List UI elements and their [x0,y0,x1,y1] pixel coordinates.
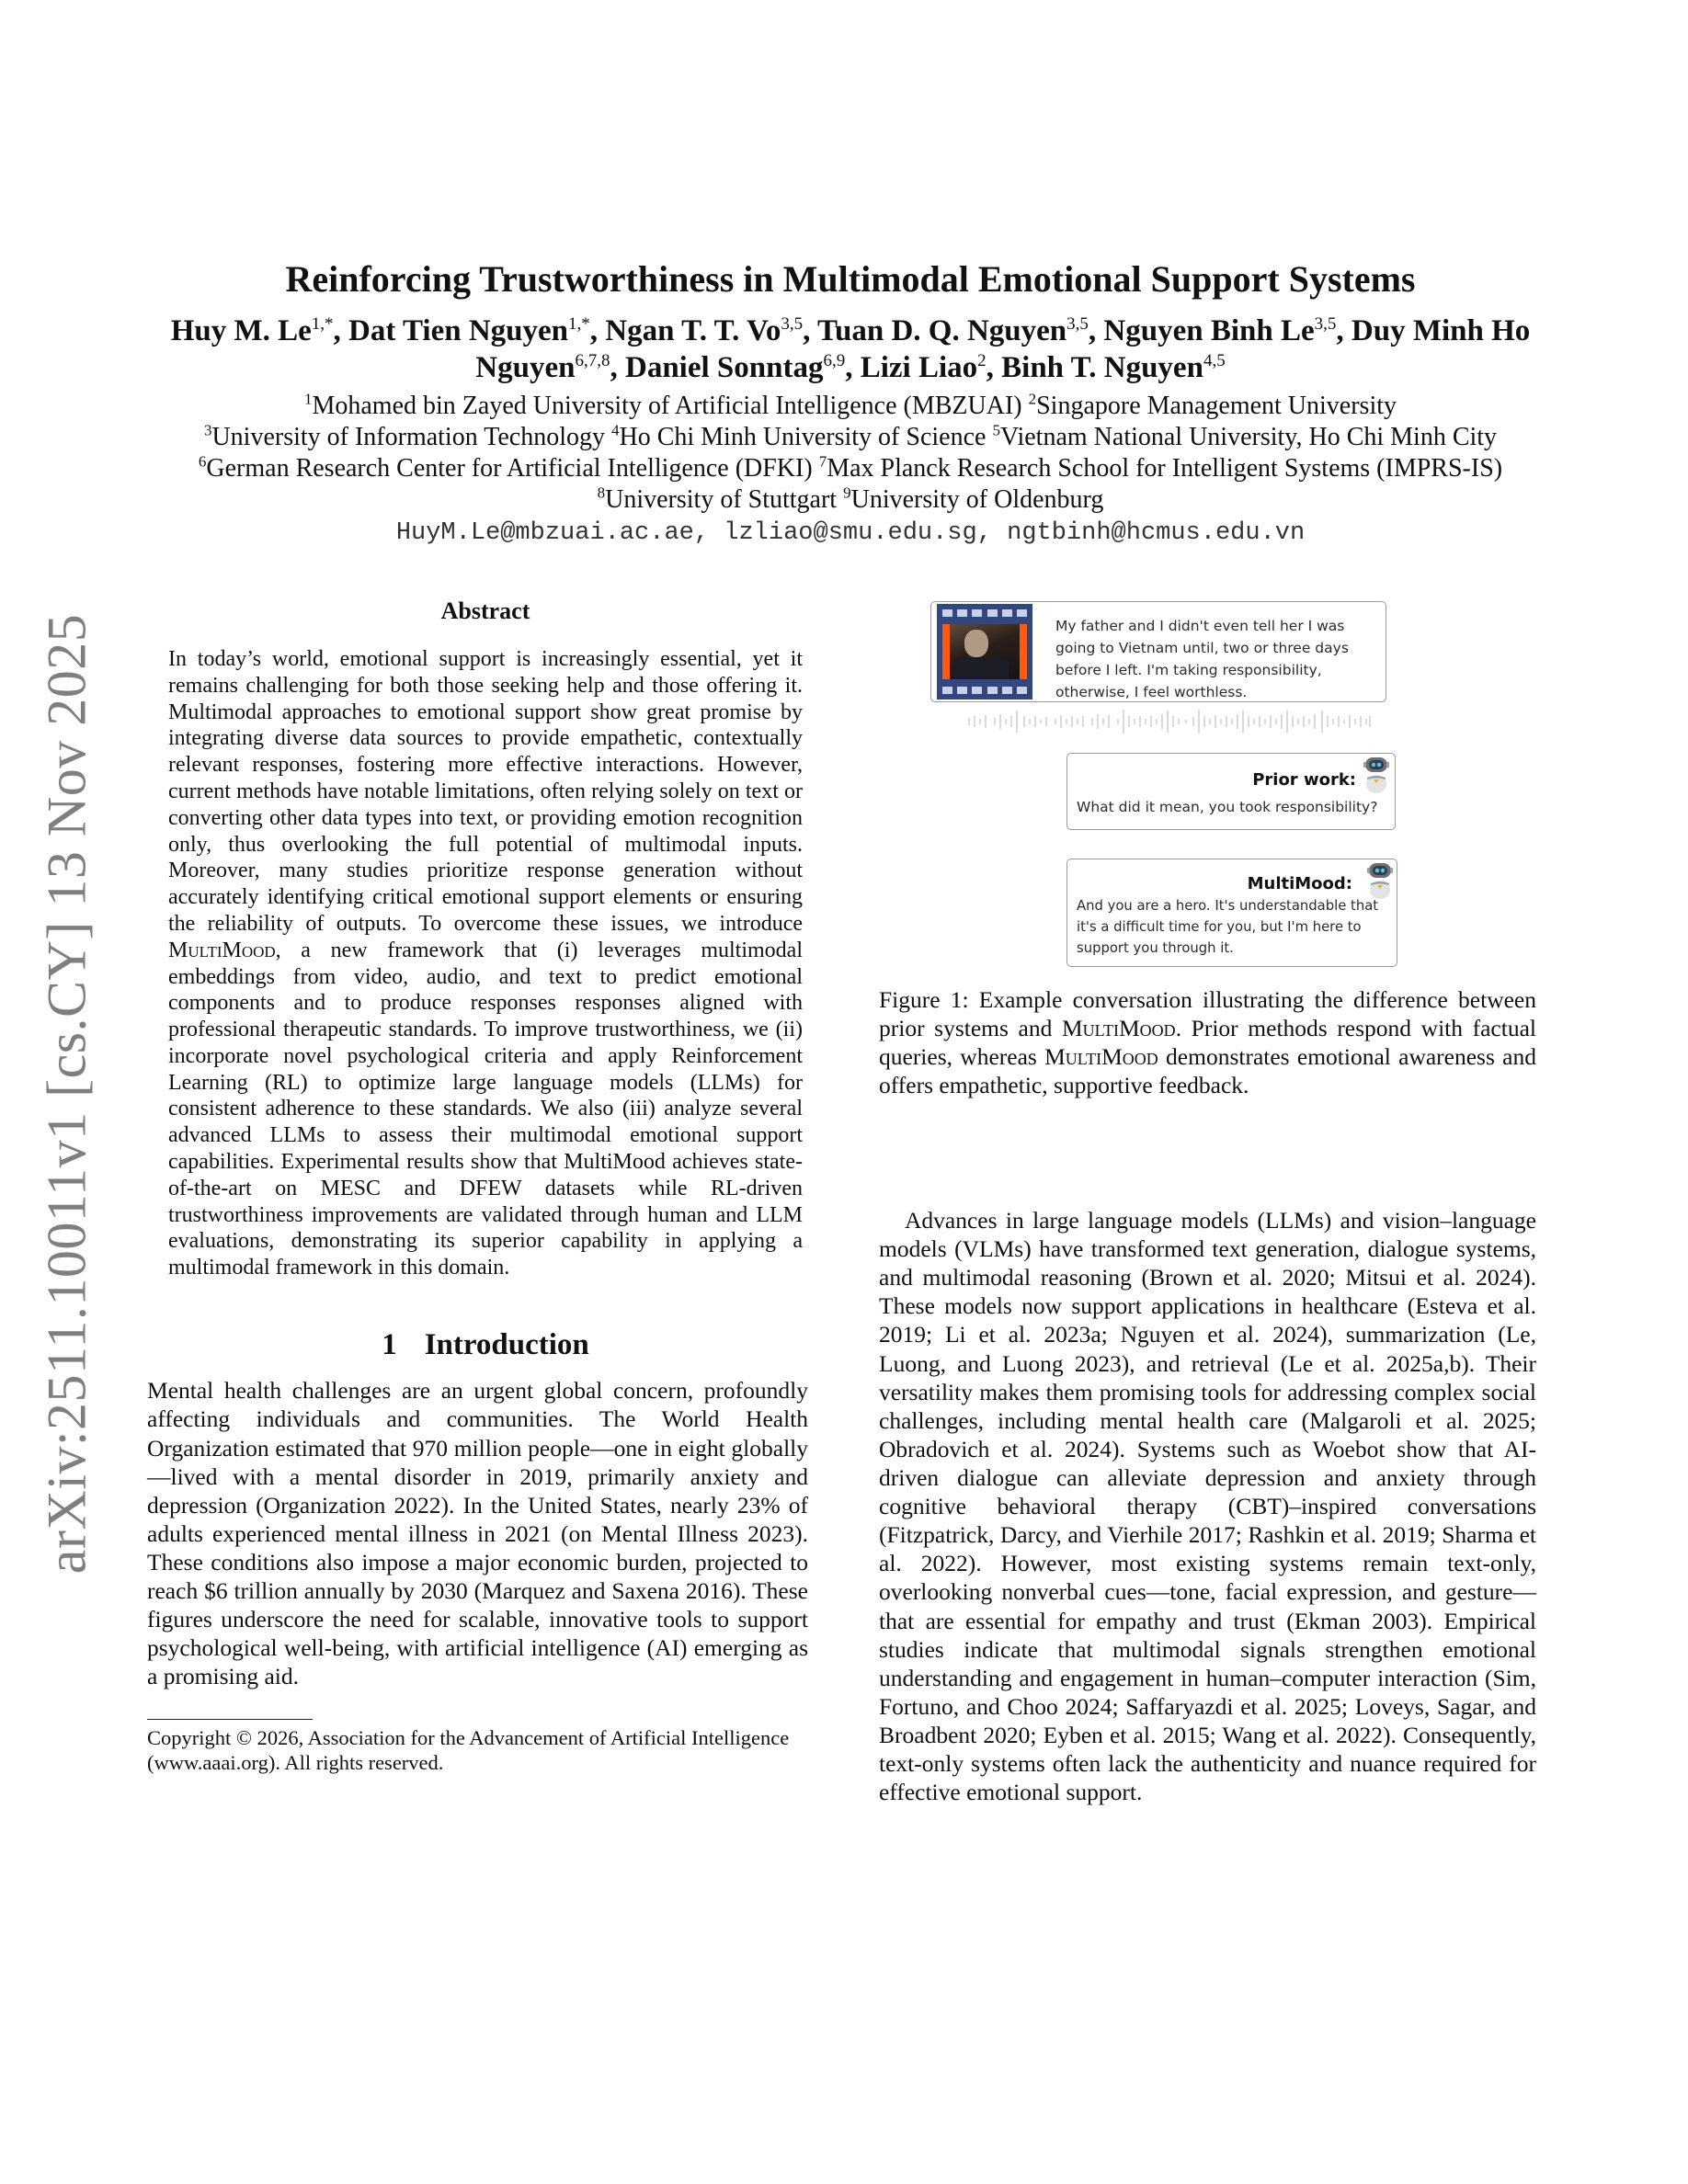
footnote-divider [147,1719,313,1720]
user-message-card [930,601,1386,702]
affiliation: $^5$Vietnam National University, Ho Chi Minh City [992,421,1498,451]
system-name: MultiMood [168,938,276,962]
prior-work-message: What did it mean, you took responsibility? [1077,799,1378,815]
affiliation: $^4$Ho Chi Minh University of Science [610,421,987,451]
arxiv-identifier-stamp [26,588,108,1599]
affiliation: $^3$University of Information Technology [203,421,605,451]
affiliation: $^9$University of Oldenburg [843,483,1104,515]
author: Nguyen Binh Le$^{3,5}$ [1103,314,1337,347]
affiliation: $^2$Singapore Management University [1028,390,1397,420]
abstract-heading: Abstract [440,597,530,624]
system-name: MultiMood [1062,1015,1176,1042]
video-frame-icon [937,604,1032,700]
robot-avatar-icon [1367,861,1393,900]
abstract-paragraph: In today’s world, emotional support is increasingly essential, yet it remains challenging for both those seeking help and those offering it. Multimodal approaches to emotional support show great promise by integrating diverse data sources to provide empathetic, contextually relevant responses, fostering more effective interactions. However, current methods have notable limitations, often relying solely on text or converting other data types into text, or providing emotion recognition only, thus overlooking the full potential of multimodal inputs. Moreover, many studies prioritize response generation without accurately identifying critical emotional support elements or ensuring the reliability of outputs. To overcome these issues, we introduce MultiMood, a new framework that (i) leverages multimodal embeddings from video, audio, and text to predict emotional components and to produce responses responses aligned with professional therapeutic standards. To improve trustworthiness, we (ii) incorporate novel psychological criteria and apply Reinforcement Learning (RL) to optimize large language models (LLMs) for consistent adherence to these standards. We also (iii) analyze several advanced LLMs to assess their multimodal emotional support capabilities. Experimental results show that MultiMood achieves state-of-the-art on MESC and DFEW datasets while RL-driven trustworthiness improvements are validated through human and LLM evaluations, demonstrating its superior capability in applying a multimodal framework in this domain. [168,646,803,1280]
section-heading-introduction: 1 Introduction [382,1328,589,1362]
affiliation: $^1$Mohamed bin Zayed University of Artificial Intelligence (MBZUAI) [303,390,1022,420]
intro-paragraph-2: Advances in large language models (LLMs) and vision–language models (VLMs) have transformed text generation, dialogue systems, and multimodal reasoning (Brown et al. 2020; Mitsui et al. 2024). These models now support applications in healthcare (Esteva et al. 2019; Li et al. 2023a; Nguyen et al. 2024), summarization (Le, Luong, and Luong 2023), and retrieval (Le et al. 2025a,b). Their versatility makes them promising tools for addressing complex social challenges, including mental health care (Malgaroli et al. 2025; Obradovich et al. 2024). Systems such as Woebot show that AI-driven dialogue can alleviate depression and anxiety through cognitive behavioral therapy (CBT)–inspired conversations (Fitzpatrick, Darcy, and Vierhile 2017; Rashkin et al. 2019; Sharma et al. 2022). However, most existing systems remain text-only, overlooking nonverbal cues—tone, facial expression, and gesture—that are essential for empathy and trust (Ekman 2003). Empirical studies indicate that multimodal signals strengthen emotional understanding and engagement in human–computer interaction (Sim, Fortuno, and Choo 2024; Saffaryazdi et al. 2025; Loveys, Sagar, and Broadbent 2020; Eyben et al. 2015; Wang et al. 2022). Consequently, text-only systems often lack the authenticity and nuance required for effective emotional support. [879,1207,1536,1806]
author: Ngan T. T. Vo$^{3,5}$ [605,314,804,347]
prior-work-label: Prior work: [1252,770,1356,790]
author: Binh T. Nguyen$^{4,5}$ [1001,351,1226,385]
author: Dat Tien Nguyen$^{1,*}$ [348,314,590,347]
figure-1-conversation [919,588,1489,984]
author: Tuan D. Q. Nguyen$^{3,5}$ [817,314,1089,347]
prior-work-response-card [1066,753,1396,830]
affiliation: $^6$German Research Center for Artificial Intelligence (DFKI) [198,452,813,483]
system-name: MultiMood [1044,1043,1158,1071]
figure-1-caption: Figure 1: Example conversation illustrating the difference between prior systems and MultiMood. Prior methods respond with factual queries, whereas MultiMood demonstrates emotional awareness and offers empathetic, supportive feedback. [879,986,1536,1099]
affiliation-list [138,391,1563,516]
paper-header [138,259,1563,547]
multimood-response-card [1066,859,1397,967]
robot-avatar-icon [1363,756,1389,794]
right-column [879,1206,1536,1806]
multimood-label: MultiMood: [1247,874,1352,893]
intro-paragraph-1: Mental health challenges are an urgent global concern, profoundly affecting individuals and communities. The World Health Organization estimated that 970 million people—one in eight globally—lived with a mental disorder in 2019, primarily anxiety and depression (Organization 2022). In the United States, nearly 23% of adults experienced mental illness in 2021 (on Mental Illness 2023). These conditions also impose a major economic burden, projected to reach $6 trillion annually by 2030 (Marquez and Saxena 2016). These figures underscore the need for scalable, innovative tools to support psychological well-being, with artificial intelligence (AI) emerging as a promising aid. [147,1377,808,1690]
author-emails[interactable]: HuyM.Le@mbzuai.ac.ae, lzliao@smu.edu.sg, ngtbinh@hcmus.edu.vn [395,518,1306,547]
author: Huy M. $Le^{1,*}$ [170,314,334,347]
author: Daniel Sonntag$^{6,9}$ [624,351,846,385]
affiliation: $^7$Max Planck Research School for Intelligent Systems (IMPRS-IS) [818,452,1503,483]
author: Lizi Liao$^2$ [860,351,987,385]
user-utterance: My father and I didn't even tell her I was going to Vietnam until, two or three days before I left. I'm taking responsibility, otherwise, I feel worthless. [1055,618,1349,701]
author-list: Huy M. $Le^{1,*}$, Dat Tien Nguyen$^{1,*}$, Ngan T. T. Vo$^{3,5}$, Tuan D. Q. Nguyen$^{3,5}$, Nguyen Binh Le$^{3,5}$, Duy Minh Ho Nguyen$^{6,7,8}$, Daniel Sonntag$^{6,9}$, Lizi Liao$^2$, Binh T. Nguyen$^{4,5}$ [170,314,1531,385]
multimood-message: And you are a hero. It's understandable that it's a difficult time for you, but I'm here to support you through it. [1077,898,1379,956]
arxiv-identifier-text: arXiv:2511.10011v1 [cs.CY] 13 Nov 2025 [36,613,97,1575]
left-column [147,588,808,1775]
audio-waveform-icon [967,709,1372,734]
affiliation: $^8$University of Stuttgart [597,483,838,515]
paper-title: Reinforcing Trustworthiness in Multimodal Emotional Support Systems [285,258,1416,300]
author: Duy Minh Ho Nguyen$^{6,7,8}$ [475,314,1531,385]
copyright-footnote: Copyright © 2026, Association for the Advancement of Artificial Intelligence (www.aaai.org). All rights reserved. [147,1725,790,1774]
